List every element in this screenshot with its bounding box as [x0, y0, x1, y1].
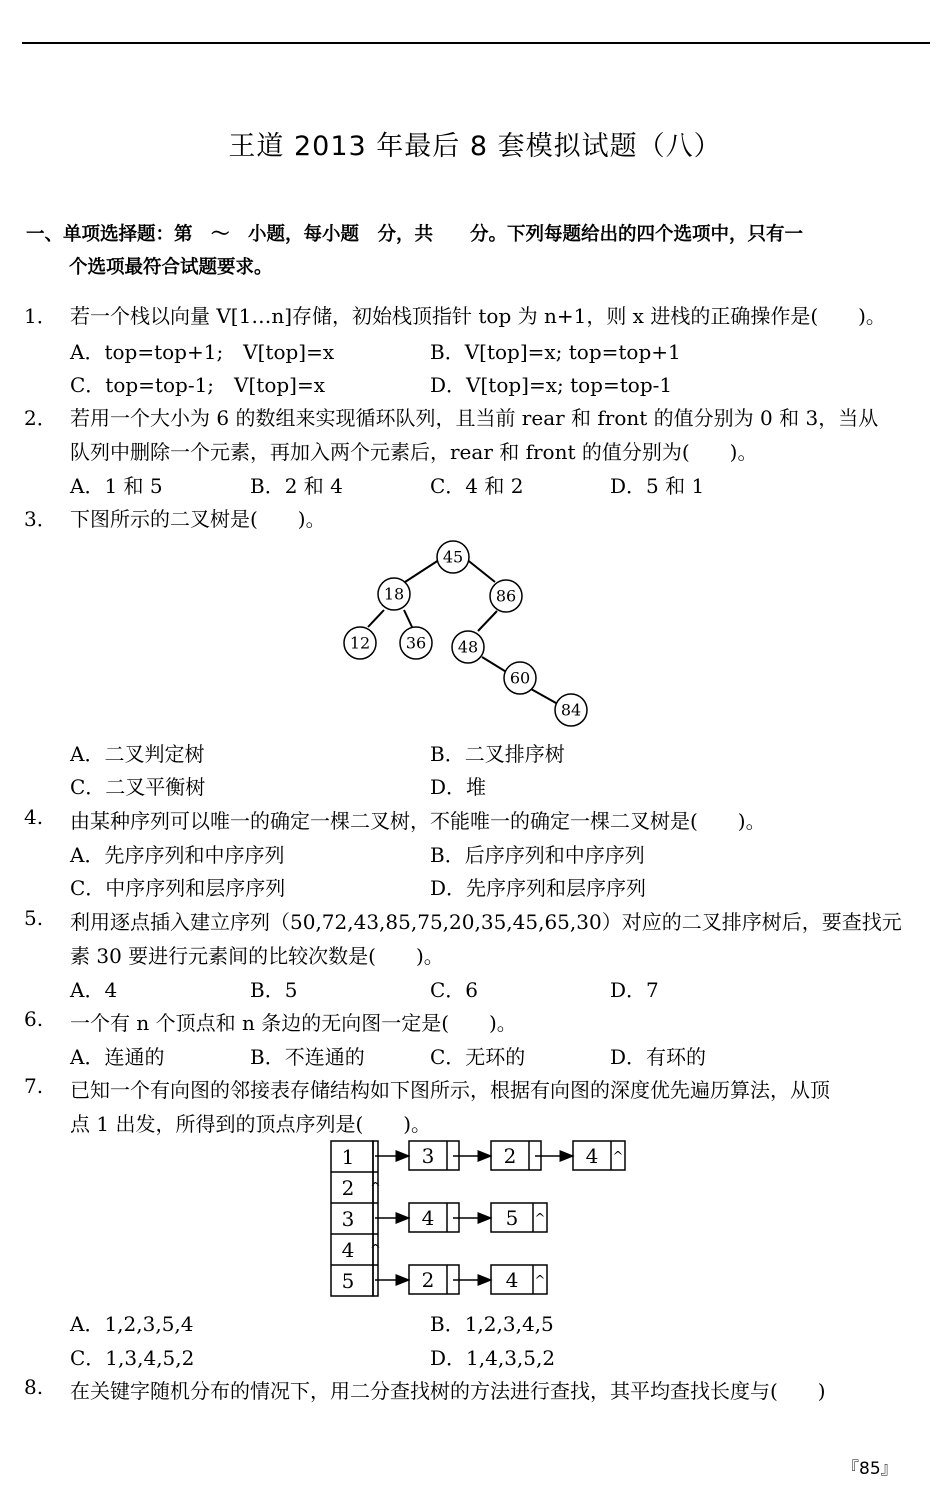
list-node-value: 4 [421, 1206, 435, 1230]
header-rule [22, 42, 930, 44]
question-number: 1． [24, 304, 57, 328]
question-text: 已知一个有向图的邻接表存储结构如下图所示，根据有向图的深度优先遍历算法，从顶 [70, 1078, 830, 1102]
tree-edge [368, 610, 384, 627]
vertex-label: 2 [341, 1176, 355, 1200]
question-text: 由某种序列可以唯一的确定一棵二叉树，不能唯一的确定一棵二叉树是( )。 [70, 809, 766, 833]
question-number: 4. [24, 805, 44, 829]
binary-tree-diagram [330, 530, 610, 730]
option-d: D．先序序列和层序序列 [430, 876, 647, 900]
option-a: A．二叉判定树 [70, 742, 205, 766]
question-text: 在关键字随机分布的情况下，用二分查找树的方法进行查找，其平均查找长度与( ) [70, 1379, 826, 1403]
page-title: 王道 2013 年最后 8 套模拟试题（八） [228, 131, 722, 162]
null-pointer: ^ [534, 1273, 546, 1289]
option-d: D．V[top]=x; top=top-1 [430, 373, 673, 397]
section-heading-line-1: 一、单项选择题：第 ～ 小题，每小题 分，共 分。下列每题给出的四个选项中，只有一 [26, 224, 804, 245]
option-d: D．5 和 1 [610, 474, 705, 498]
question-text: 素 30 要进行元素间的比较次数是( )。 [70, 944, 444, 968]
question-number: 3． [24, 507, 57, 531]
option-b: B．后序序列和中序序列 [430, 843, 645, 867]
option-a: A．先序序列和中序序列 [70, 843, 285, 867]
option-c: C．二叉平衡树 [70, 775, 206, 799]
list-node-value: 5 [505, 1206, 519, 1230]
tree-edge [465, 558, 495, 582]
question-text: 下图所示的二叉树是( )。 [70, 507, 326, 531]
null-pointer: ^ [534, 1211, 546, 1227]
tree-edge [405, 558, 442, 582]
option-d: D．堆 [430, 775, 487, 799]
question-number: 8. [24, 1375, 44, 1399]
option-c: C．4 和 2 [430, 474, 524, 498]
tree-node-label: 84 [560, 700, 582, 720]
option-c: C．1,3,4,5,2 [70, 1346, 195, 1370]
option-a: A．4 [70, 978, 118, 1002]
option-a: A．连通的 [70, 1045, 165, 1069]
question-text: 利用逐点插入建立序列（50,72,43,85,75,20,35,45,65,30）对应的二叉排序树后，要查找元 [70, 910, 902, 934]
question-text: 若用一个大小为 6 的数组来实现循环队列，且当前 rear 和 front 的值分别为 0 和 3，当从 [70, 406, 879, 430]
option-d: D．7 [610, 978, 659, 1002]
question-number: 6. [24, 1007, 44, 1031]
tree-node-label: 45 [442, 547, 464, 567]
tree-node-label: 36 [405, 633, 427, 653]
option-d: D．1,4,3,5,2 [430, 1346, 556, 1370]
option-a: A．1,2,3,5,4 [70, 1312, 194, 1336]
list-node-value: 4 [585, 1144, 599, 1168]
question-text: 点 1 出发，所得到的顶点序列是( )。 [70, 1112, 432, 1136]
question-number: 5. [24, 906, 44, 930]
option-b: B．V[top]=x; top=top+1 [430, 340, 681, 364]
option-c: C．中序序列和层序序列 [70, 876, 286, 900]
option-b: B．不连通的 [250, 1045, 365, 1069]
option-b: B．1,2,3,4,5 [430, 1312, 554, 1336]
vertex-label: 4 [341, 1238, 355, 1262]
tree-edge [482, 657, 508, 673]
vertex-label: 3 [341, 1207, 355, 1231]
option-b: B．5 [250, 978, 298, 1002]
list-node-value: 3 [421, 1144, 435, 1168]
option-c: C．top=top-1; V[top]=x [70, 373, 326, 397]
tree-edge [531, 689, 556, 703]
null-pointer: ^ [370, 1242, 381, 1258]
vertex-label: 5 [341, 1269, 355, 1293]
null-pointer: ^ [370, 1180, 381, 1196]
tree-node-label: 60 [509, 668, 531, 688]
question-number: 2． [24, 406, 57, 430]
tree-node-label: 48 [457, 637, 479, 657]
page-number: 『85』 [842, 1459, 898, 1479]
section-heading-line-2: 个选项最符合试题要求。 [69, 257, 273, 278]
list-node-value: 4 [505, 1268, 519, 1292]
option-c: C．6 [430, 978, 479, 1002]
section-heading [26, 218, 930, 284]
question-text: 一个有 n 个顶点和 n 条边的无向图一定是( )。 [70, 1011, 517, 1035]
list-node-value: 2 [503, 1144, 517, 1168]
adjacency-list-diagram [325, 1137, 635, 1299]
option-b: B．2 和 4 [250, 474, 343, 498]
question-text: 队列中删除一个元素，再加入两个元素后，rear 和 front 的值分别为( )。 [70, 440, 758, 464]
option-d: D．有环的 [610, 1045, 707, 1069]
tree-node-label: 18 [383, 584, 405, 604]
option-a: A．top=top+1; V[top]=x [70, 340, 335, 364]
null-pointer: ^ [612, 1149, 624, 1165]
vertex-label: 1 [341, 1145, 355, 1169]
tree-node-label: 86 [495, 586, 517, 606]
tree-edge [404, 610, 412, 627]
question-text: 若一个栈以向量 V[1…n]存储，初始栈顶指针 top 为 n+1，则 x 进栈的正确操作是( )。 [70, 304, 886, 328]
option-b: B．二叉排序树 [430, 742, 565, 766]
question-number: 7. [24, 1074, 44, 1098]
tree-node-label: 12 [349, 633, 371, 653]
option-c: C．无环的 [430, 1045, 526, 1069]
tree-edge [478, 611, 497, 631]
list-node-value: 2 [421, 1268, 435, 1292]
option-a: A．1 和 5 [70, 474, 163, 498]
